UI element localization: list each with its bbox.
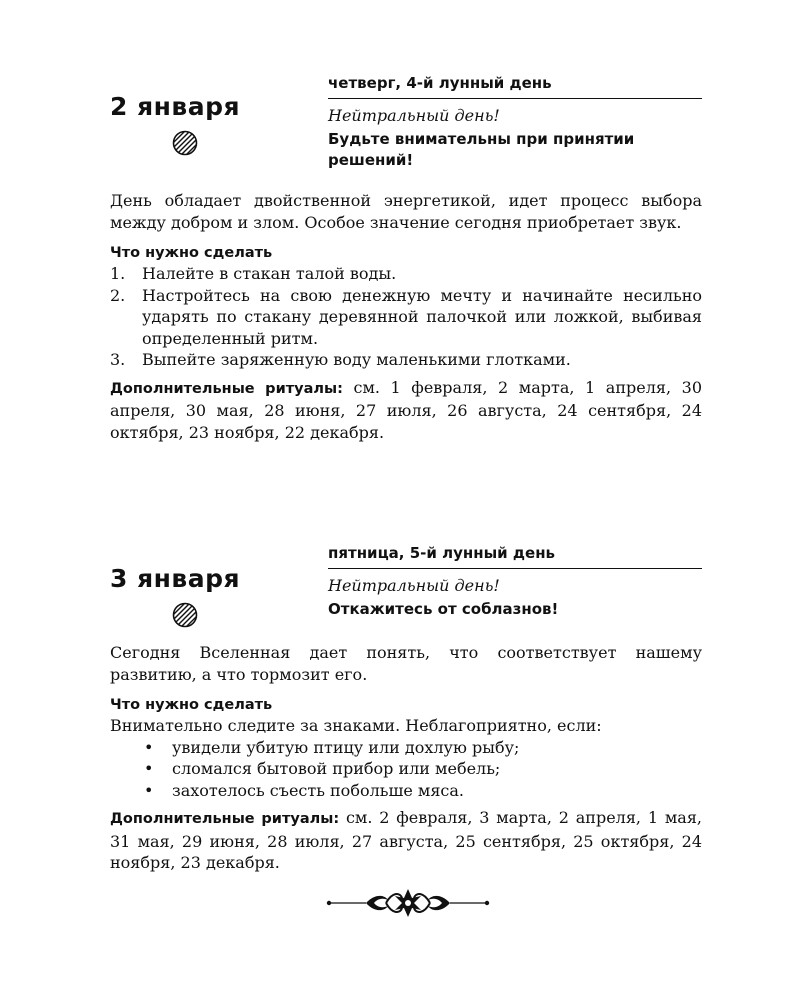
todo-intro: Внимательно следите за знаками. Неблагоприятно, если:	[110, 716, 602, 735]
entry-header	[328, 544, 702, 620]
entry-header	[328, 74, 702, 171]
list-item: 1. Налейте в стакан талой воды.	[110, 264, 397, 283]
weekday-lunar-day: пятница, 5-й лунный день	[328, 544, 702, 569]
day-type: Нейтральный день!	[328, 576, 500, 595]
weekday-lunar-day: четверг, 4-й лунный день	[328, 74, 702, 99]
extra-rituals-label: Дополнительные ритуалы:	[110, 811, 340, 827]
todo-heading: Что нужно сделать	[110, 697, 273, 713]
moon-phase-icon	[172, 602, 198, 628]
entry-date: 2 января	[110, 92, 241, 121]
entry-body	[110, 642, 702, 874]
list-item: • сломался бытовой прибор или мебель;	[144, 759, 501, 778]
moon-phase-icon	[172, 130, 198, 156]
ornament-divider-icon	[326, 886, 490, 920]
list-item: 2. Настройтесь на свою денежную мечту и начинайте несильно ударять по стакану деревянной палочкой или ложкой, выбивая определенный ритм.	[110, 285, 702, 348]
day-type: Нейтральный день!	[328, 106, 500, 125]
list-item: • захотелось съесть побольше мяса.	[144, 780, 465, 800]
day-motto: Будьте внимательны при принятии решений!	[328, 130, 635, 169]
list-item: • увидели убитую птицу или дохлую рыбу;	[144, 737, 520, 757]
entry-body	[110, 190, 702, 443]
warning-signs-list	[110, 737, 702, 802]
extra-rituals-text: см. 1 февраля, 2 марта, 1 апреля, 30 апреля, 30 мая, 28 июня, 27 июля, 26 августа, 24 сентября, 24 октября, 23 ноября, 22 декабря.	[110, 377, 703, 442]
todo-heading: Что нужно сделать	[110, 245, 273, 261]
day-motto: Откажитесь от соблазнов!	[328, 600, 559, 618]
extra-rituals	[110, 807, 702, 874]
entry-description: День обладает двойственной энергетикой, идет процесс выбора между добром и злом. Особое значение сегодня приобретает звук.	[110, 191, 702, 232]
todo-steps	[110, 263, 702, 371]
extra-rituals	[110, 377, 702, 444]
entry-date: 3 января	[110, 564, 241, 593]
entry-description: Сегодня Вселенная дает понять, что соответствует нашему развитию, а что тормозит его.	[110, 643, 702, 684]
extra-rituals-text: см. 2 февраля, 3 марта, 2 апреля, 1 мая, 31 мая, 29 июня, 28 июля, 27 августа, 25 сентября, 25 октября, 24 ноября, 23 декабря.	[110, 808, 702, 872]
list-item: 3. Выпейте заряженную воду маленькими глотками.	[110, 350, 571, 369]
extra-rituals-label: Дополнительные ритуалы:	[110, 380, 343, 397]
